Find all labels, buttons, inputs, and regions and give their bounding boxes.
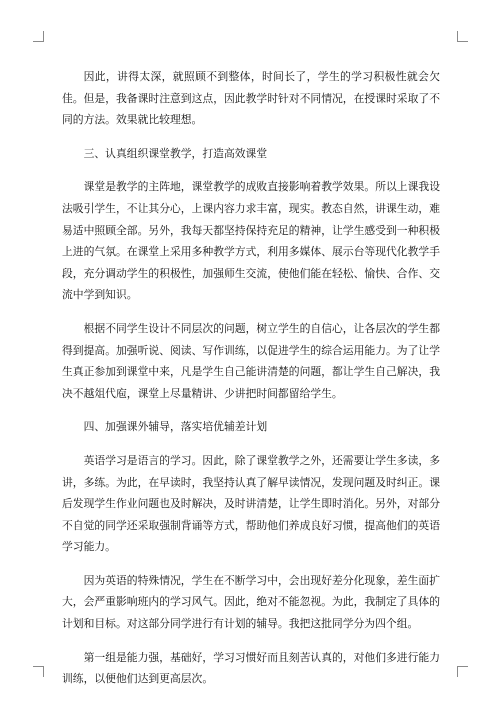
- paragraph-6: 第一组是能力强，基础好，学习习惯好而且刻苦认真的，对他们多进行能力训练，以便他们达到更高层次。: [62, 650, 440, 686]
- paragraph-2: 课堂是教学的主阵地，课堂教学的成败直接影响着教学效果。所以上课我设法吸引学生，不让其分心，上课内容力求丰富，现实。教态自然，讲课生动，难易适中照顾全部。另外，我每天都坚持保持充足的精神，让学生感受到一种积极上进的气氛。在课堂上采用多种教学方式，利用多媒体、展示台等现代化教学手段，充分调动学生的积极性，加强师生交流，使他们能在轻松、愉快、合作、交流中学到知识。: [62, 180, 440, 302]
- crop-mark-bottom-right: [457, 666, 468, 677]
- crop-mark-top-left: [33, 31, 44, 42]
- section-heading-4: 四、加强课外辅导，落实培优辅差计划: [83, 420, 268, 434]
- document-body: [62, 66, 440, 702]
- paragraph-4: 英语学习是语言的学习。因此，除了课堂教学之外，还需要让学生多读，多讲，多练。为此，在早读时，我坚持认真了解早读情况，发现问题及时纠正。课后发现学生作业问题也及时解决，及时讲清楚，让学生即时消化。另外，对部分不自觉的同学还采取强制背诵等方式，帮助他们养成良好习惯，提高他们的英语学习能力。: [62, 453, 440, 554]
- paragraph-5: 因为英语的特殊情况，学生在不断学习中，会出现好差分化现象，差生面扩大，会严重影响班内的学习风气。因此，绝对不能忽视。为此，我制定了具体的计划和目标。对这部分同学进行有计划的辅导。我把这批同学分为四个组。: [62, 573, 440, 631]
- paragraph-3: 根据不同学生设计不同层次的问题，树立学生的自信心，让各层次的学生都得到提高。加强听说、阅读、写作训练，以促进学生的综合运用能力。为了让学生真正参加到课堂中来，凡是学生自己能讲清楚的问题，都让学生自己解决，我决不越俎代庖，课堂上尽量精讲、少讲把时间都留给学生。: [62, 321, 440, 400]
- crop-mark-bottom-left: [33, 666, 44, 677]
- paragraph-1: 因此，讲得太深，就照顾不到整体，时间长了，学生的学习积极性就会欠佳。但是，我备课时注意到这点，因此教学时针对不同情况，在授课时采取了不同的方法。效果就比较理想。: [62, 70, 440, 127]
- crop-mark-top-right: [457, 31, 468, 42]
- section-heading-3: 三、认真组织课堂教学，打造高效课堂: [83, 146, 268, 160]
